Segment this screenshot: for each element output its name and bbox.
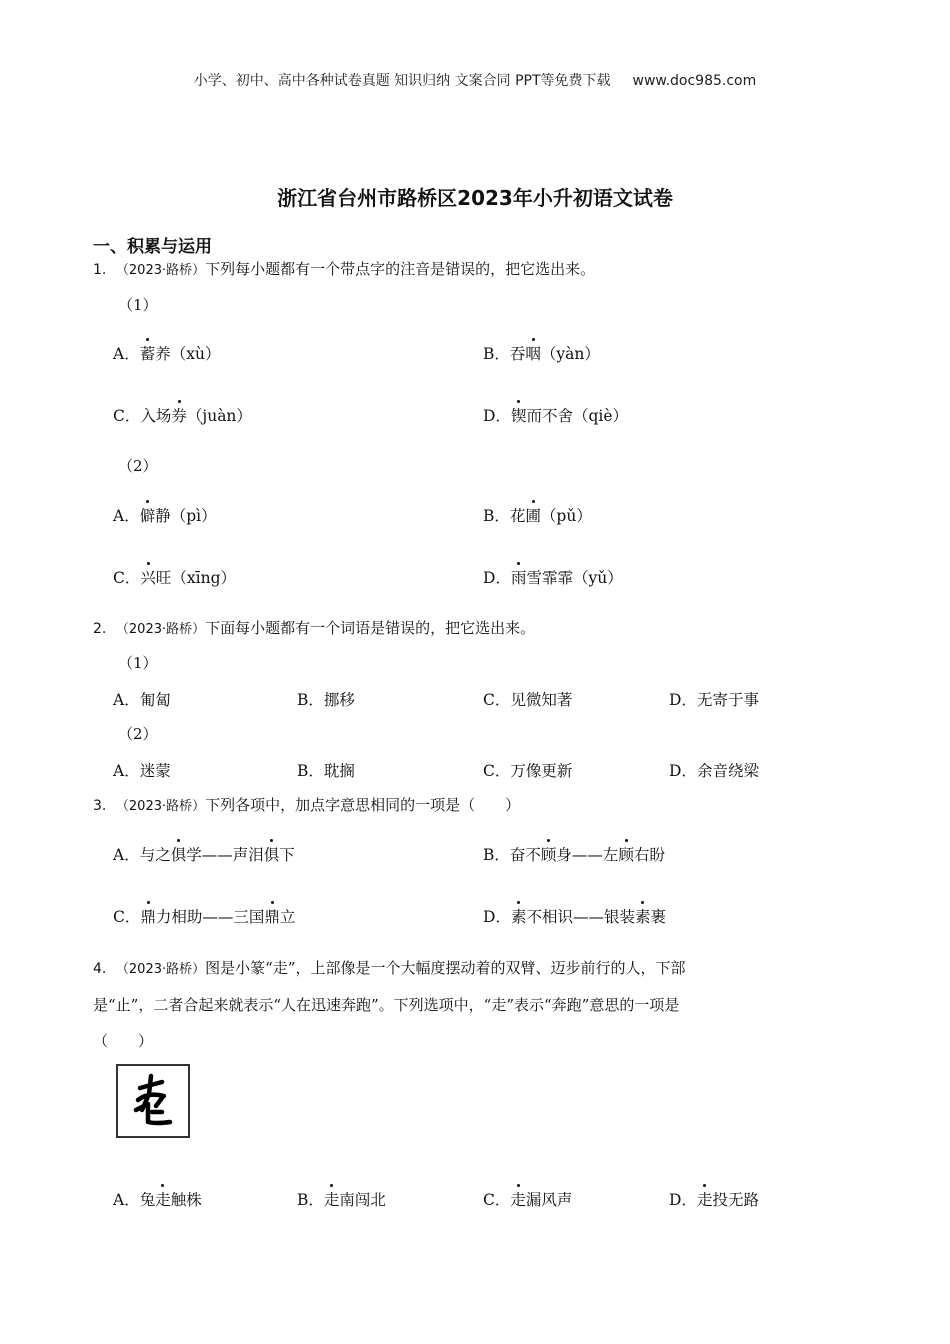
section-heading: 一、积累与运用 bbox=[93, 237, 212, 257]
q2-sub1-option-a[interactable]: A．匍匐 bbox=[113, 691, 171, 709]
q1-sub2-option-a[interactable]: A．僻静（pì） bbox=[113, 504, 217, 526]
question-2-sub1-label: （1） bbox=[118, 654, 158, 672]
q4-option-a[interactable]: A．兔走触株 bbox=[113, 1188, 202, 1210]
q2-sub1-option-c[interactable]: C．见微知著 bbox=[483, 691, 573, 709]
q1-sub1-option-a[interactable]: A．蓄养（xù） bbox=[113, 342, 220, 364]
q2-sub1-option-b[interactable]: B．挪移 bbox=[297, 691, 355, 709]
question-1-stem: 1. （2023·路桥）下列每小题都有一个带点字的注音是错误的，把它选出来。 bbox=[93, 260, 596, 278]
q2-sub2-option-b[interactable]: B．耽搁 bbox=[297, 762, 355, 780]
q2-sub2-option-c[interactable]: C．万像更新 bbox=[483, 762, 573, 780]
header-site[interactable]: www.doc985.com bbox=[632, 73, 757, 89]
q1-sub1-option-d[interactable]: D．锲而不舍（qiè） bbox=[483, 404, 628, 426]
question-4-stem-line2: 是“止”，二者合起来就表示“人在迅速奔跑”。下列选项中，“走”表示“奔跑”意思的一项是 bbox=[93, 996, 680, 1014]
q3-option-c[interactable]: C．鼎力相助——三国鼎立 bbox=[113, 905, 295, 927]
question-3-stem: 3. （2023·路桥）下列各项中，加点字意思相同的一项是（ ） bbox=[93, 796, 521, 814]
q1-sub2-option-b[interactable]: B．花圃（pǔ） bbox=[483, 504, 592, 526]
q4-option-c[interactable]: C．走漏风声 bbox=[483, 1188, 572, 1210]
header-text: 小学、初中、高中各种试卷真题 知识归纳 文案合同 PPT等免费下载 bbox=[193, 73, 611, 89]
q3-option-b[interactable]: B．奋不顾身——左顾右盼 bbox=[483, 843, 665, 865]
q1-sub2-option-d[interactable]: D．雨雪霏霏（yǔ） bbox=[483, 566, 623, 588]
page-title: 浙江省台州市路桥区2023年小升初语文试卷 bbox=[277, 186, 673, 210]
q3-option-d[interactable]: D．素不相识——银装素裹 bbox=[483, 905, 666, 927]
q4-option-d[interactable]: D．走投无路 bbox=[669, 1188, 759, 1210]
q1-sub1-option-c[interactable]: C．入场券（juàn） bbox=[113, 404, 252, 426]
question-2-stem: 2. （2023·路桥）下面每小题都有一个词语是错误的，把它选出来。 bbox=[93, 619, 536, 637]
q2-sub1-option-d[interactable]: D．无寄于事 bbox=[669, 691, 759, 709]
q4-option-b[interactable]: B．走南闯北 bbox=[297, 1188, 386, 1210]
seal-script-zou-image bbox=[116, 1064, 190, 1138]
q2-sub2-option-d[interactable]: D．余音绕梁 bbox=[669, 762, 759, 780]
question-2-sub2-label: （2） bbox=[118, 725, 158, 743]
question-1-sub1-label: （1） bbox=[118, 296, 158, 314]
question-4-stem-line1: 4. （2023·路桥）图是小篆“走”，上部像是一个大幅度摆动着的双臂、迈步前行的人，下部 bbox=[93, 959, 686, 977]
q3-option-a[interactable]: A．与之俱学——声泪俱下 bbox=[113, 843, 295, 865]
seal-script-zou-icon bbox=[118, 1066, 188, 1136]
q1-sub1-option-b[interactable]: B．吞咽（yàn） bbox=[483, 342, 600, 364]
q2-sub2-option-a[interactable]: A．迷蒙 bbox=[113, 762, 171, 780]
question-4-stem-line3: （ ） bbox=[93, 1032, 154, 1050]
question-1-sub2-label: （2） bbox=[118, 457, 158, 475]
q1-sub2-option-c[interactable]: C．兴旺（xīng） bbox=[113, 566, 236, 588]
page-header bbox=[0, 70, 950, 90]
